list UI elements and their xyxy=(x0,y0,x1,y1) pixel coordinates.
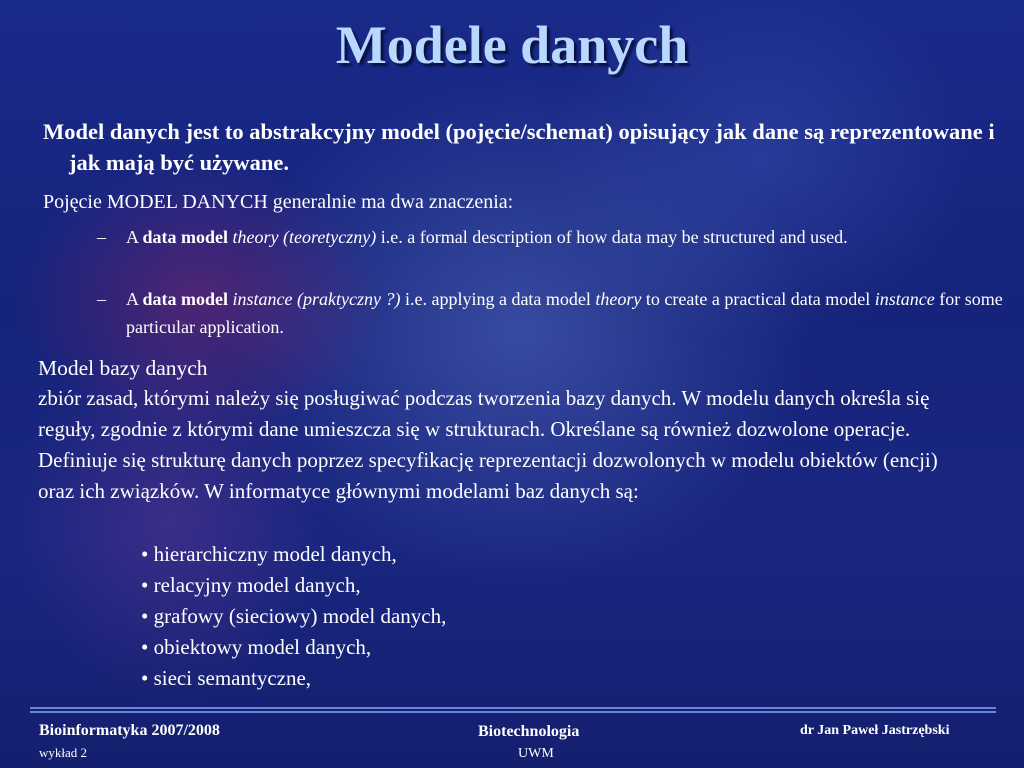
meaning-theory xyxy=(97,223,1006,251)
meanings-intro: Pojęcie MODEL DANYCH generalnie ma dwa znaczenia: xyxy=(43,191,514,213)
dash-bullet: – xyxy=(97,227,106,247)
list-item: • sieci semantyczne, xyxy=(141,666,312,690)
meaning-text-end: for some particular application. xyxy=(126,289,1003,337)
footer-university: UWM xyxy=(518,746,554,761)
db-models-list xyxy=(141,539,446,694)
meaning-kind: theory (teoretyczny) xyxy=(232,227,377,247)
meaning-text: i.e. a formal description of how data may be structured and used. xyxy=(376,227,848,247)
meaning-kind: instance (praktyczny ?) xyxy=(232,289,401,309)
footer-program: Biotechnologia xyxy=(478,723,580,740)
footer-course: Bioinformatyka 2007/2008 xyxy=(39,722,220,739)
list-item: • obiektowy model danych, xyxy=(141,635,372,659)
footer-divider xyxy=(30,711,996,713)
footer-divider xyxy=(30,707,996,709)
meaning-text-2: to create a practical data model xyxy=(641,289,875,309)
meaning-prefix: A xyxy=(126,289,143,309)
db-model-heading: Model bazy danych xyxy=(38,356,208,380)
slide-title: Modele danych xyxy=(335,15,689,75)
meaning-term: data model xyxy=(142,227,229,247)
list-item: • hierarchiczny model danych, xyxy=(141,542,397,566)
dash-bullet: – xyxy=(97,289,106,309)
list-item: • relacyjny model danych, xyxy=(141,573,361,597)
footer-lecture: wykład 2 xyxy=(39,745,88,760)
footer-author: dr Jan Paweł Jastrzębski xyxy=(800,723,950,738)
data-model-definition: Model danych jest to abstrakcyjny model (pojęcie/schemat) opisujący jak dane są reprezentowane i jak mają być używane. xyxy=(43,119,995,175)
meaning-text: i.e. applying a data model xyxy=(400,289,596,309)
meaning-italic-theory: theory xyxy=(595,289,642,309)
db-model-description: zbiór zasad, którymi należy się posługiwać podczas tworzenia bazy danych. W modelu danych określa się reguły, zgodnie z którymi dane umieszcza się w strukturach. Określane są również dozwolone operacje. Definiuje się strukturę danych poprzez specyfikację reprezentacji dozwolonych w modelu obiektów (encji) oraz ich związków. W informatyce głównymi modelami baz danych są: xyxy=(38,386,938,503)
meaning-prefix: A xyxy=(126,227,143,247)
meaning-term: data model xyxy=(142,289,229,309)
meaning-instance xyxy=(97,285,1006,341)
meaning-italic-instance: instance xyxy=(874,289,935,309)
list-item: • grafowy (sieciowy) model danych, xyxy=(141,604,447,628)
